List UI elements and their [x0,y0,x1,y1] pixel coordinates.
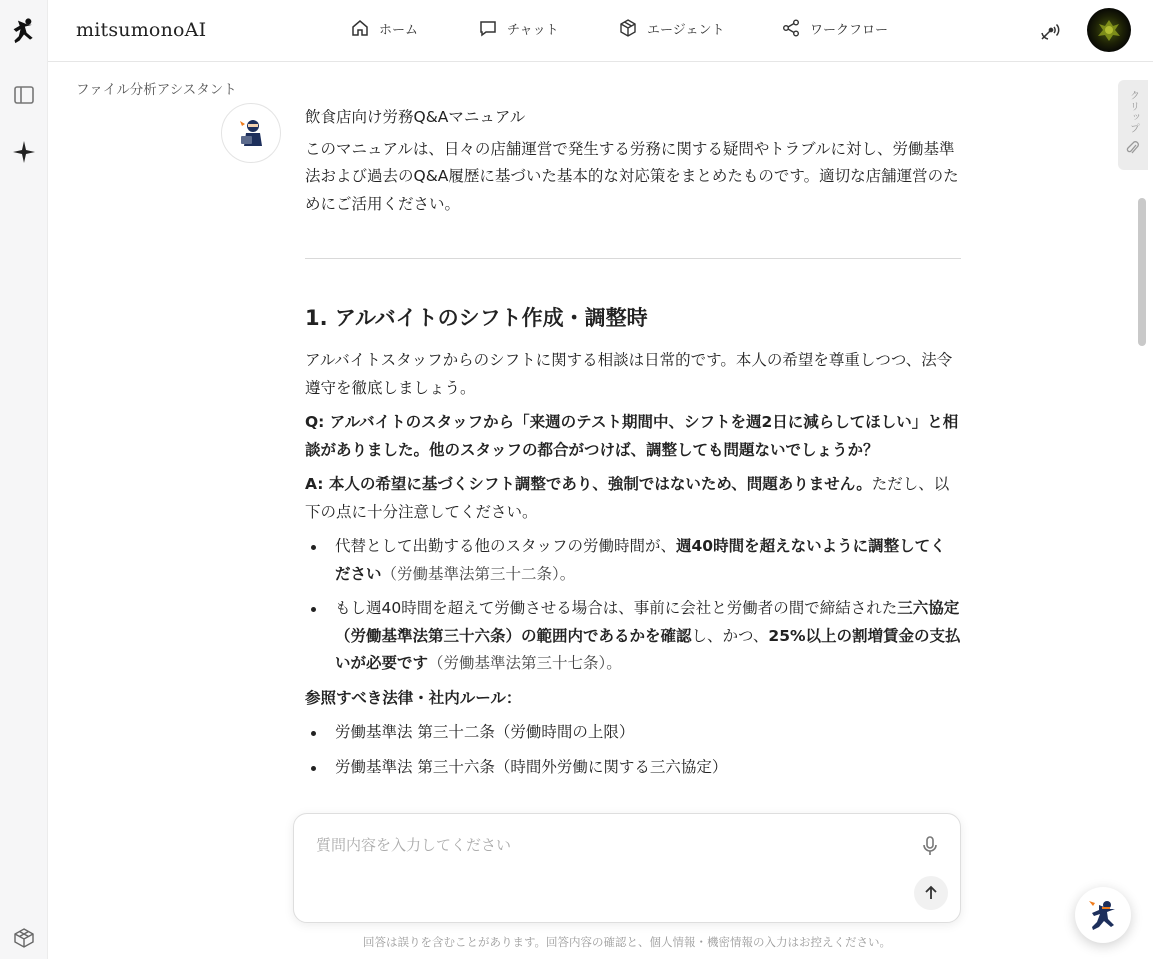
nav-workflow[interactable] [781,18,888,38]
chat-bubble-icon [478,18,498,38]
nav-workflow-label: ワークフロー [810,22,889,38]
question-input[interactable] [316,834,896,894]
answer-text [305,471,961,526]
bullet-text: 代替として出勤する他のスタッフの労働時間が、 [335,537,677,555]
send-button[interactable] [914,876,948,910]
ninja-assistant-button[interactable] [1075,887,1131,943]
nav-home[interactable] [350,18,418,38]
chat-input-box [293,813,961,923]
nav-chat[interactable] [478,18,559,38]
bullet-bold: 25%以上の割増賃金の支払いが必要です [335,626,961,672]
ninja-assistant-icon [236,118,266,148]
reference-heading: 参照すべき法律・社内ルール： [305,688,522,707]
list-item: 労働基準法 第三十二条（労働時間の上限） [305,719,961,747]
question-text: Q: アルバイトのスタッフから「来週のテスト期間中、シフトを週2日に減らしてほしい」と相談がありました。他のスタッフの都合がつけば、調整しても問題ないでしょうか？ [305,413,959,459]
scrollbar-thumb[interactable] [1138,198,1146,346]
intro-paragraph: このマニュアルは、日々の店舗運営で発生する労務に関する疑問やトラブルに対し、労働基準法および過去のQ&A履歴に基づいた基本的な対応策をまとめたものです。適切な店舗運営のためにご活用ください。 [305,139,959,213]
nav-home-label: ホーム [379,22,419,38]
nav-agent[interactable] [618,18,724,38]
package-cube-icon [618,18,638,38]
paperclip-icon [1126,140,1140,156]
arrow-up-icon [922,884,940,902]
nav-chat-label: チャット [507,22,559,38]
bullet-bold: 週40時間を超えないように調整してください [335,537,946,583]
cube-network-icon[interactable] [11,925,37,951]
bullet-text: もし週40時間を超えて労働させる場合は、事前に会社と労働者の間で締結された [335,599,898,617]
app-name: mitsumonoAI [76,19,207,41]
home-icon [350,18,370,38]
section-heading: 1. アルバイトのシフト作成・調整時 [305,306,648,330]
top-bar [48,0,1153,62]
microphone-icon[interactable] [918,834,942,858]
app-logo-icon[interactable] [11,18,37,44]
conversation-area [48,62,1138,807]
sidebar-toggle-icon[interactable] [11,82,37,108]
nav-agent-label: エージェント [647,22,725,38]
list-item [305,533,961,588]
user-avatar[interactable] [1087,8,1131,52]
answer-bold: A: 本人の希望に基づくシフト調整であり、強制ではないため、問題ありません。 [305,475,872,493]
broadcast-icon[interactable] [1038,19,1062,43]
bullet-text: （労働基準法第三十二条）。 [381,564,576,583]
document-title: 飲食店向け労務Q&Aマニュアル [305,108,526,126]
bullet-text: し、かつ、 [691,626,769,645]
list-item [305,595,961,678]
assistant-message [305,104,961,788]
sparkle-icon[interactable] [11,139,37,165]
section-divider [305,258,961,259]
bullet-bold: 三六協定（労働基準法第三十六条）の範囲内であるかを確認 [335,599,960,645]
bullet-text: （労働基準法第三十七条）。 [428,654,622,672]
disclaimer-text: 回答は誤りを含むことがあります。回答内容の確認と、個人情報・機密情報の入力はお控えください。 [362,935,892,949]
clip-tab-label: クリップ [1127,90,1139,134]
ninja-mascot-icon [1085,897,1121,933]
breadcrumb[interactable]: ファイル分析アシスタント [76,82,237,98]
section-intro: アルバイトスタッフからのシフトに関する相談は日常的です。本人の希望を尊重しつつ、法令遵守を徹底しましょう。 [305,351,953,397]
answer-rest: ただし、以下の点に十分注意してください。 [305,475,950,521]
left-rail [0,0,48,959]
answer-bullet-list [305,533,961,678]
share-nodes-icon [781,18,801,38]
list-item: 労働基準法 第三十六条（時間外労働に関する三六協定） [305,754,961,782]
clip-panel-tab[interactable] [1118,80,1148,170]
reference-list [305,719,961,781]
assistant-avatar [221,103,281,163]
